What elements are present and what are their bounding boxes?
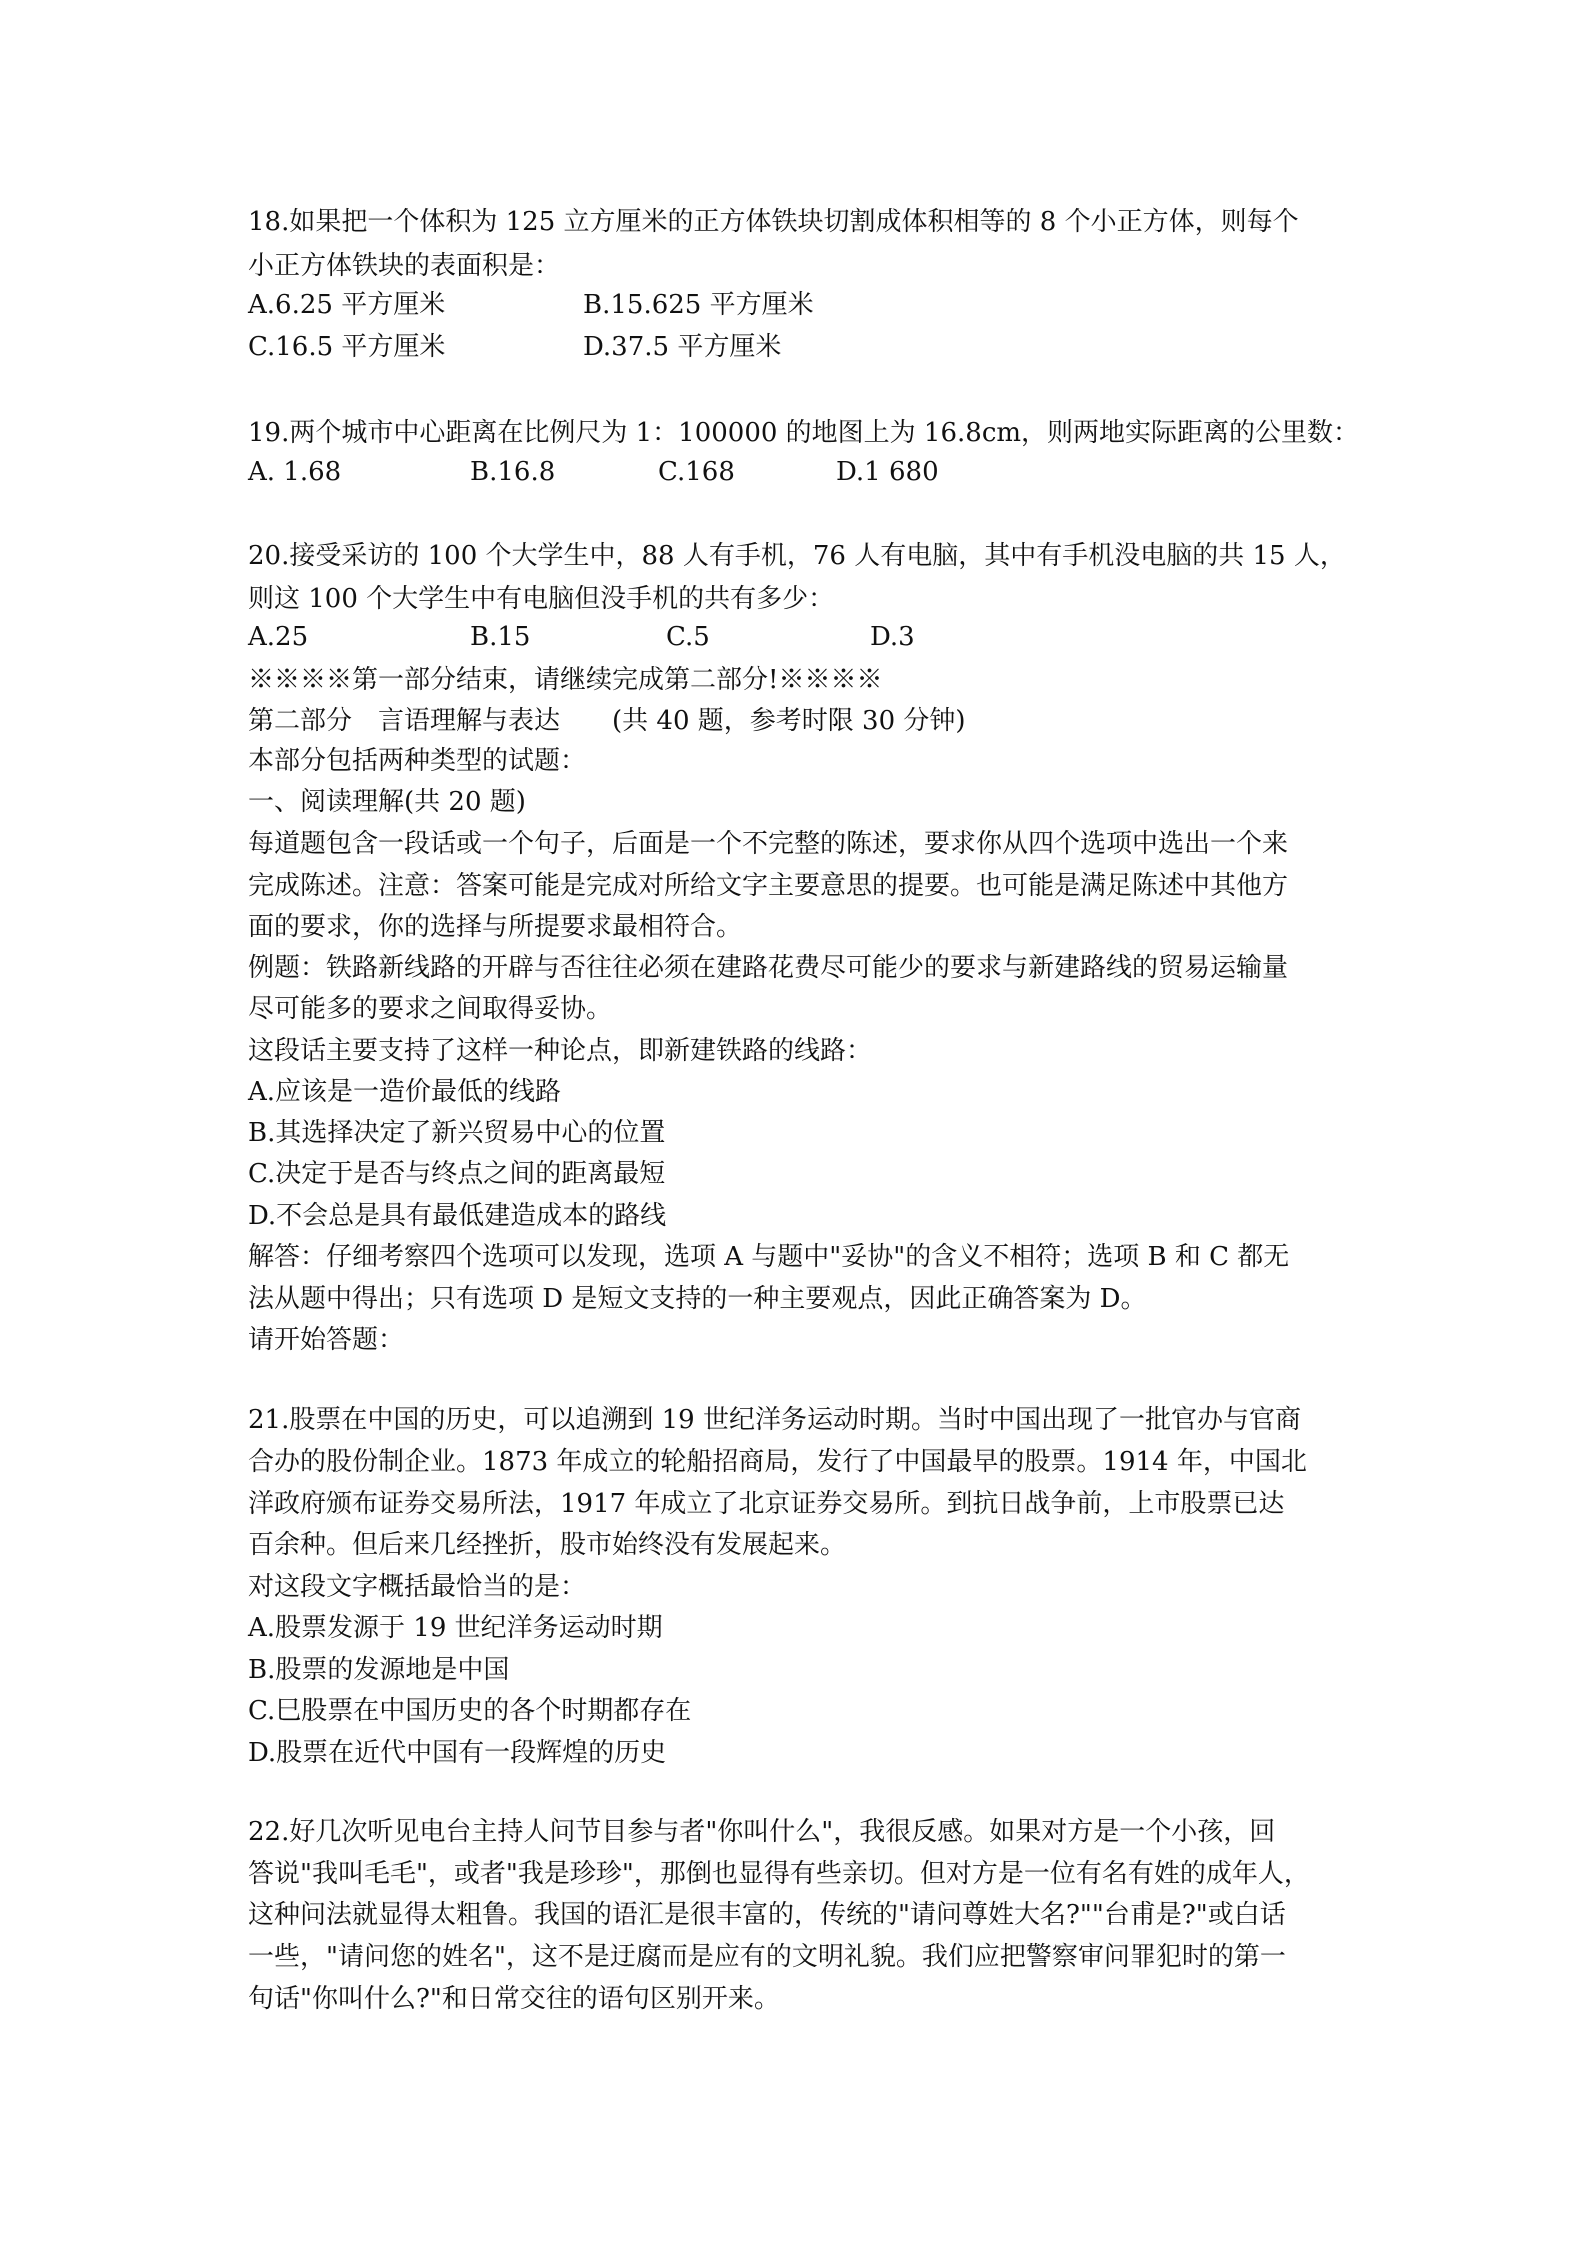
example-option-b: B.其选择决定了新兴贸易中心的位置: [248, 1118, 666, 1148]
part2-header: 第二部分 言语理解与表达 (共 40 题，参考时限 30 分钟): [248, 706, 966, 736]
instructions-line-2: 完成陈述。注意：答案可能是完成对所给文字主要意思的提要。也可能是满足陈述中其他方: [248, 871, 1289, 901]
q21-option-a: A.股票发源于 19 世纪洋务运动时期: [248, 1613, 663, 1643]
q18-options-row-2: [248, 332, 948, 362]
q22-passage-line-2: 答说"我叫毛毛"，或者"我是珍珍"，那倒也显得有些亲切。但对方是一位有名有姓的成年人，: [248, 1859, 1310, 1889]
example-option-d: D.不会总是具有最低建造成本的路线: [248, 1201, 667, 1231]
q18-option-b: B.15.625 平方厘米: [583, 290, 814, 320]
q20-options-row: [248, 622, 1048, 652]
q21-option-b: B.股票的发源地是中国: [248, 1655, 510, 1685]
q19-option-b: B.16.8: [470, 457, 556, 487]
q22-passage-line-5: 句话"你叫什么?"和日常交往的语句区别开来。: [248, 1984, 780, 2014]
q20-stem-line-1: 20.接受采访的 100 个大学生中，88 人有手机，76 人有电脑，其中有手机没电脑的共 15 人，: [248, 541, 1346, 571]
part2-intro: 本部分包括两种类型的试题：: [248, 746, 587, 776]
example-line-2: 尽可能多的要求之间取得妥协。: [248, 994, 613, 1024]
q20-option-a: A.25: [248, 622, 309, 652]
q18-stem-line-1: 18.如果把一个体积为 125 立方厘米的正方体铁块切割成体积相等的 8 个小正方体，则每个: [248, 207, 1299, 237]
part1-end-notice: ※※※※第一部分结束，请继续完成第二部分!※※※※: [248, 665, 883, 695]
q20-option-b: B.15: [470, 622, 531, 652]
example-answer-line-1: 解答：仔细考察四个选项可以发现，选项 A 与题中"妥协"的含义不相符；选项 B 和 C 都无: [248, 1242, 1290, 1272]
q18-option-d: D.37.5 平方厘米: [583, 332, 782, 362]
q19-option-d: D.1 680: [836, 457, 939, 487]
section1-title: 一、阅读理解(共 20 题): [248, 787, 526, 817]
q21-option-d: D.股票在近代中国有一段辉煌的历史: [248, 1738, 667, 1768]
example-answer-line-2: 法从题中得出；只有选项 D 是短文支持的一种主要观点，因此正确答案为 D。: [248, 1284, 1147, 1314]
q19-option-c: C.168: [658, 457, 735, 487]
q19-options-row: [248, 457, 1048, 487]
q18-option-a: A.6.25 平方厘米: [248, 290, 446, 320]
q21-passage-line-2: 合办的股份制企业。1873 年成立的轮船招商局，发行了中国最早的股票。1914 年，中国北: [248, 1447, 1307, 1477]
q22-passage-line-1: 22.好几次听见电台主持人问节目参与者"你叫什么"，我很反感。如果对方是一个小孩，回: [248, 1817, 1276, 1847]
q21-passage-line-3: 洋政府颁布证券交易所法，1917 年成立了北京证券交易所。到抗日战争前，上市股票已达: [248, 1489, 1285, 1519]
instructions-line-1: 每道题包含一段话或一个句子，后面是一个不完整的陈述，要求你从四个选项中选出一个来: [248, 829, 1289, 859]
start-answering-prompt: 请开始答题：: [248, 1325, 405, 1355]
q18-option-c: C.16.5 平方厘米: [248, 332, 446, 362]
q21-question: 对这段文字概括最恰当的是：: [248, 1572, 587, 1602]
example-option-a: A.应该是一造价最低的线路: [248, 1077, 562, 1107]
q20-stem-line-2: 则这 100 个大学生中有电脑但没手机的共有多少：: [248, 584, 835, 614]
q18-options-row-1: [248, 290, 948, 320]
example-question: 这段话主要支持了这样一种论点，即新建铁路的线路：: [248, 1036, 873, 1066]
q22-passage-line-4: 一些，"请问您的姓名"，这不是迂腐而是应有的文明礼貌。我们应把警察审问罪犯时的第一: [248, 1942, 1286, 1972]
q21-option-c: C.巳股票在中国历史的各个时期都存在: [248, 1696, 692, 1726]
q20-option-d: D.3: [870, 622, 915, 652]
q21-passage-line-1: 21.股票在中国的历史，可以追溯到 19 世纪洋务运动时期。当时中国出现了一批官办与官商: [248, 1405, 1301, 1435]
q18-stem-line-2: 小正方体铁块的表面积是：: [248, 251, 561, 281]
q19-option-a: A. 1.68: [248, 457, 342, 487]
q22-passage-line-3: 这种问法就显得太粗鲁。我国的语汇是很丰富的，传统的"请问尊姓大名?""台甫是?"或白话: [248, 1900, 1286, 1930]
q19-stem-line-1: 19.两个城市中心距离在比例尺为 1：100000 的地图上为 16.8cm，则两地实际距离的公里数：: [248, 418, 1360, 448]
q20-option-c: C.5: [666, 622, 710, 652]
example-option-c: C.决定于是否与终点之间的距离最短: [248, 1159, 666, 1189]
example-line-1: 例题：铁路新线路的开辟与否往往必须在建路花费尽可能少的要求与新建路线的贸易运输量: [248, 953, 1289, 983]
instructions-line-3: 面的要求，你的选择与所提要求最相符合。: [248, 912, 743, 942]
q21-passage-line-4: 百余种。但后来几经挫折，股市始终没有发展起来。: [248, 1530, 847, 1560]
